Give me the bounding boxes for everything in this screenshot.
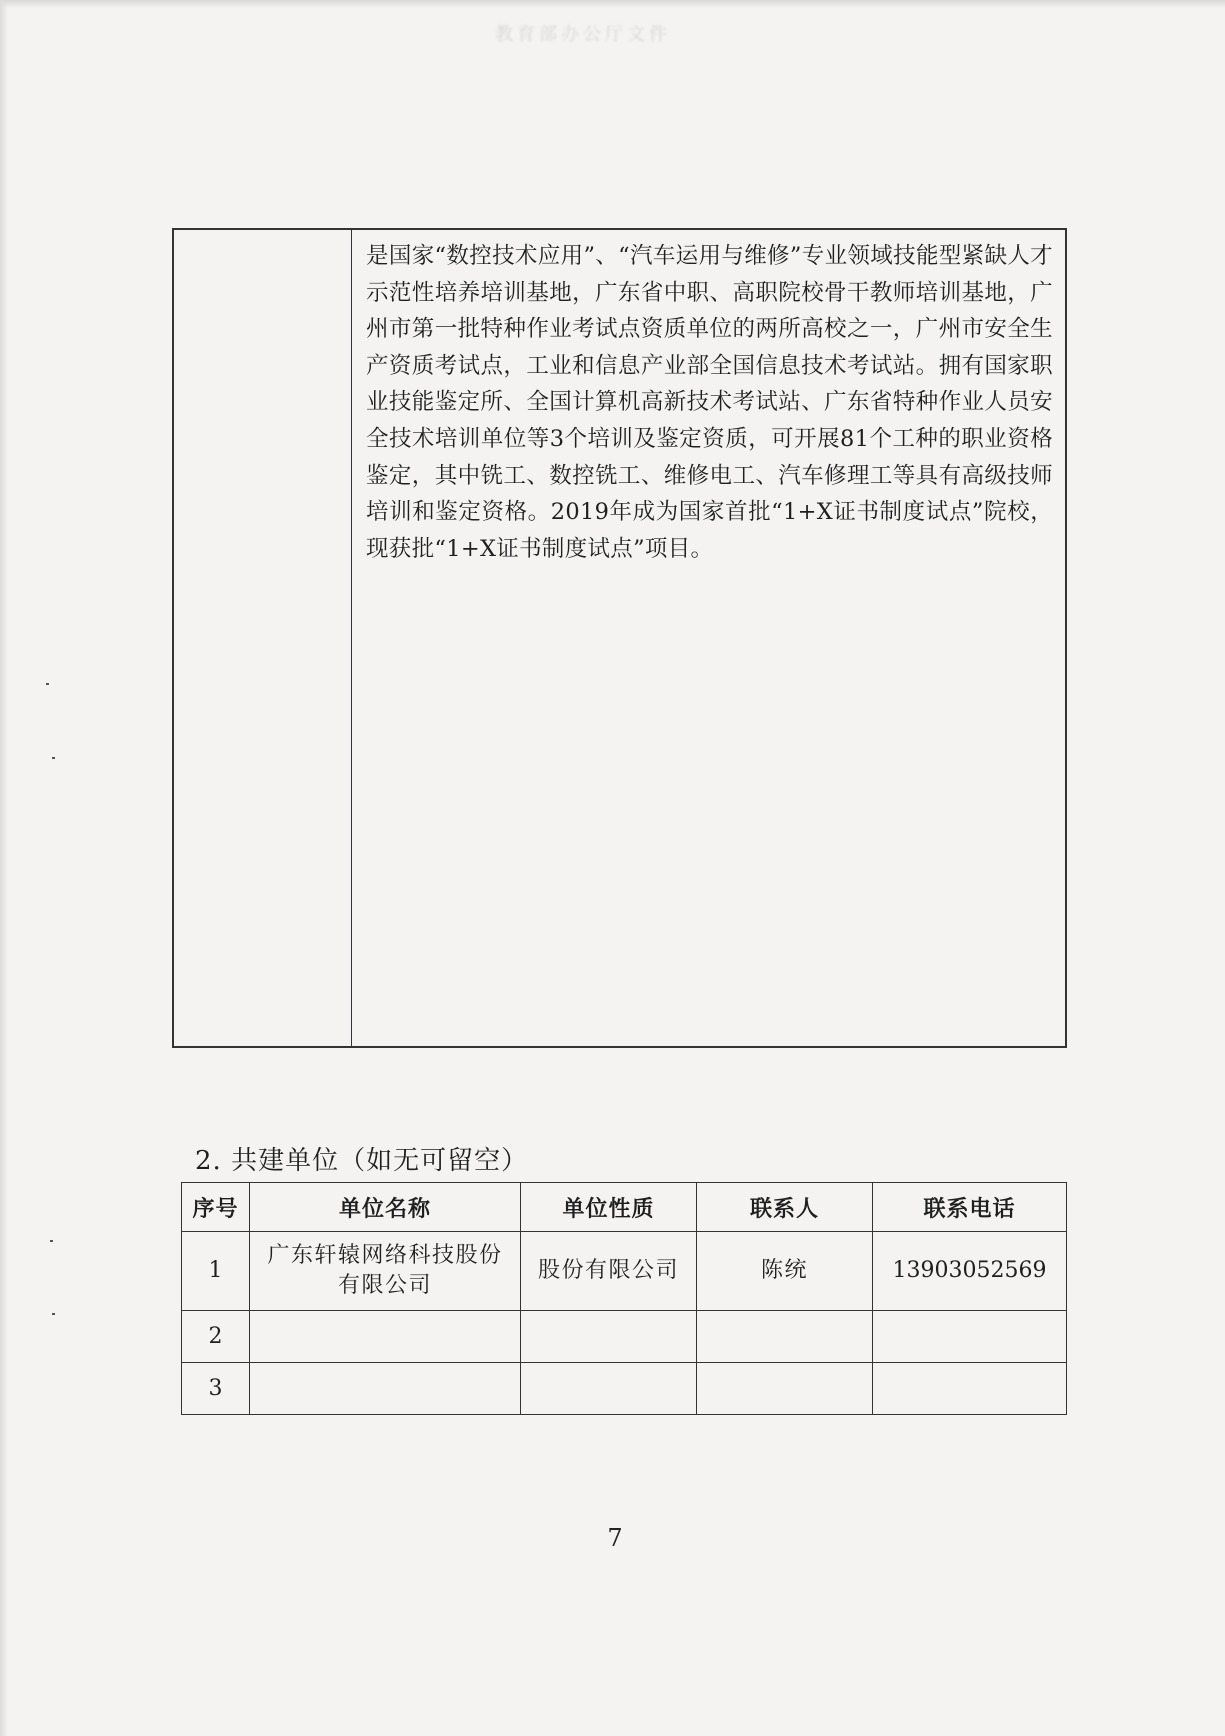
cell-phone <box>873 1363 1067 1415</box>
intro-paragraph: 是国家“数控技术应用”、“汽车运用与维修”专业领域技能型紧缺人才示范性培养培训基地，广东省中职、高职院校骨干教师培训基地，广州市第一批特种作业考试点资质单位的两所高校之一，广州市安全生产资质考试点，工业和信息产业部全国信息技术考试站。拥有国家职业技能鉴定所、全国计算机高新技术考试站、广东省特种作业人员安全技术培训单位等3个培训及鉴定资质，可开展81个工种的职业资格鉴定，其中铣工、数控铣工、维修电工、汽车修理工等具有高级技师培训和鉴定资格。2019年成为国家首批“1+X证书制度试点”院校，现获批“1+X证书制度试点”项目。 <box>366 243 1053 562</box>
scan-speck <box>50 1240 53 1242</box>
scan-speck <box>46 683 49 685</box>
column-header-no: 序号 <box>182 1183 250 1232</box>
cell-phone <box>873 1311 1067 1363</box>
cell-no: 3 <box>182 1363 250 1415</box>
scan-speck <box>52 1313 55 1315</box>
cell-contact: 陈统 <box>697 1232 873 1311</box>
scan-shadow-top <box>0 0 1225 8</box>
section-heading-co-builders: 2. 共建单位（如无可留空） <box>195 1146 529 1176</box>
cell-contact <box>697 1363 873 1415</box>
page-number: 7 <box>607 1524 623 1552</box>
cell-unit-nature <box>521 1363 697 1415</box>
column-header-phone: 联系电话 <box>873 1183 1067 1232</box>
co-builder-units-table <box>181 1182 1067 1415</box>
table-row <box>182 1311 1067 1363</box>
cell-contact <box>697 1311 873 1363</box>
cell-phone: 13903052569 <box>873 1232 1067 1311</box>
faint-bleedthrough-header: 教育部办公厅文件 <box>495 24 671 45</box>
column-header-contact: 联系人 <box>697 1183 873 1232</box>
column-header-unit-nature: 单位性质 <box>521 1183 697 1232</box>
cell-no: 1 <box>182 1232 250 1311</box>
cell-unit-name <box>250 1363 521 1415</box>
table-header-row <box>182 1183 1067 1232</box>
scan-shadow-left <box>0 0 8 1736</box>
column-header-unit-name: 单位名称 <box>250 1183 521 1232</box>
cell-unit-name <box>250 1311 521 1363</box>
scan-speck <box>52 757 55 759</box>
cell-no: 2 <box>182 1311 250 1363</box>
table-row <box>182 1232 1067 1311</box>
intro-table-content-cell <box>352 230 1065 1046</box>
cell-unit-nature: 股份有限公司 <box>521 1232 697 1311</box>
table-row <box>182 1363 1067 1415</box>
intro-table <box>172 228 1067 1048</box>
cell-unit-name: 广东轩辕网络科技股份有限公司 <box>250 1232 521 1311</box>
intro-table-label-cell <box>174 230 352 1046</box>
cell-unit-nature <box>521 1311 697 1363</box>
